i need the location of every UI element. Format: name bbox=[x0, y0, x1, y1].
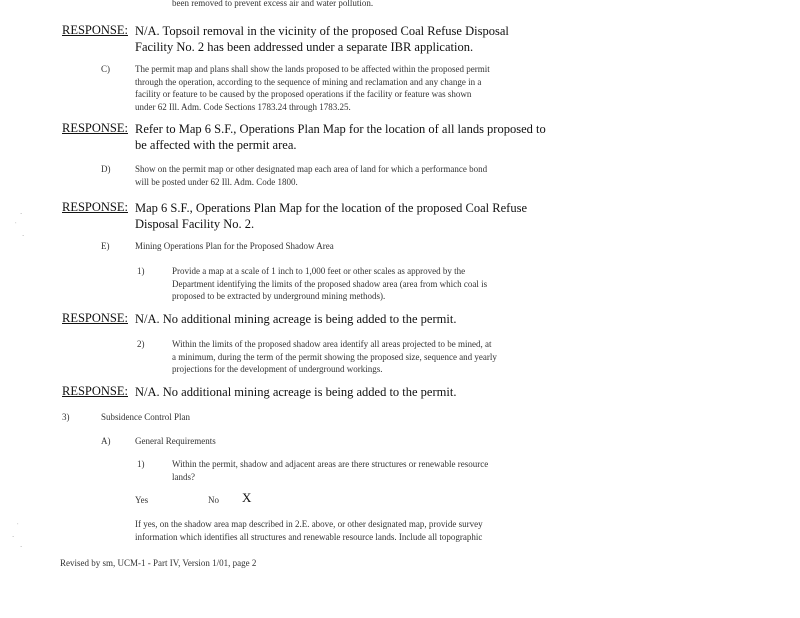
text-line: through the operation, according to the sequence of mining and reclamation and any change in a bbox=[135, 76, 482, 87]
text-line: facility or feature to be caused by the proposed operations if the facility or feature was shown bbox=[135, 89, 472, 99]
response-label: RESPONSE: bbox=[62, 200, 128, 214]
item-label-c: C) bbox=[101, 64, 110, 74]
item-text-d bbox=[135, 163, 487, 188]
scan-speck: · bbox=[20, 210, 23, 218]
text-line: information which identifies all structures and renewable resource lands. Include all topographic bbox=[135, 531, 483, 542]
yes-option-label: Yes bbox=[135, 495, 149, 505]
subitem-text-e2 bbox=[172, 338, 497, 376]
response-line: Map 6 S.F., Operations Plan Map for the location of the proposed Coal Refuse bbox=[135, 201, 527, 215]
response-line: Disposal Facility No. 2. bbox=[135, 217, 255, 231]
scan-speck: ˙ bbox=[16, 523, 20, 531]
if-yes-instruction bbox=[135, 518, 483, 543]
subitem-label-a1: 1) bbox=[137, 459, 145, 469]
subitem-label-e1: 1) bbox=[137, 266, 145, 276]
page-footer: Revised by sm, UCM-1 - Part IV, Version 1/01, page 2 bbox=[60, 558, 257, 568]
item-label-a: A) bbox=[101, 436, 111, 446]
item-text-a: General Requirements bbox=[135, 436, 216, 446]
text-line: Department identifying the limits of the proposed shadow area (area from which coal is bbox=[172, 278, 488, 289]
item-label-d: D) bbox=[101, 164, 111, 174]
section-title-3: Subsidence Control Plan bbox=[101, 412, 190, 422]
no-option-label: No bbox=[208, 495, 219, 505]
response-label: RESPONSE: bbox=[62, 121, 128, 135]
response-text-3 bbox=[135, 200, 527, 232]
subitem-text-e1 bbox=[172, 265, 487, 303]
text-line: will be posted under 62 Ill. Adm. Code 1800. bbox=[135, 176, 298, 187]
text-line: Within the permit, shadow and adjacent areas are there structures or renewable resource bbox=[172, 459, 489, 469]
response-text-5: N/A. No additional mining acreage is being added to the permit. bbox=[135, 385, 457, 399]
scan-speck: · bbox=[20, 543, 23, 551]
response-line: Refer to Map 6 S.F., Operations Plan Map for the location of all lands proposed to bbox=[135, 122, 546, 136]
subitem-label-e2: 2) bbox=[137, 339, 145, 349]
text-line: The permit map and plans shall show the lands proposed to be affected within the proposed permit bbox=[135, 64, 490, 74]
partial-text-line: been removed to prevent excess air and water pollution. bbox=[172, 0, 374, 8]
text-line: a minimum, during the term of the permit showing the proposed size, sequence and yearly bbox=[172, 351, 497, 362]
scan-speck: ˙ bbox=[14, 222, 18, 230]
text-line: under 62 Ill. Adm. Code Sections 1783.24 through 1783.25. bbox=[135, 101, 351, 112]
response-label: RESPONSE: bbox=[62, 311, 128, 325]
text-line: proposed to be extracted by underground mining methods). bbox=[172, 291, 386, 301]
section-label-3: 3) bbox=[62, 412, 70, 422]
item-text-c bbox=[135, 63, 490, 113]
text-line: If yes, on the shadow area map described in 2.E. above, or other designated map, provide survey bbox=[135, 519, 483, 529]
text-line: lands? bbox=[172, 471, 195, 482]
response-label: RESPONSE: bbox=[62, 23, 128, 37]
response-label: RESPONSE: bbox=[62, 384, 128, 398]
response-text-4: N/A. No additional mining acreage is being added to the permit. bbox=[135, 312, 457, 326]
response-line: N/A. Topsoil removal in the vicinity of the proposed Coal Refuse Disposal bbox=[135, 24, 509, 38]
no-checked-mark: X bbox=[242, 490, 252, 505]
item-label-e: E) bbox=[101, 241, 110, 251]
text-line: projections for the development of underground workings. bbox=[172, 364, 383, 374]
item-text-e: Mining Operations Plan for the Proposed Shadow Area bbox=[135, 241, 334, 251]
subitem-text-a1 bbox=[172, 458, 488, 483]
text-line: Within the limits of the proposed shadow area identify all areas projected to be mined, at bbox=[172, 339, 492, 349]
scan-speck: · bbox=[22, 232, 25, 240]
text-line: Show on the permit map or other designated map each area of land for which a performance bond bbox=[135, 164, 488, 174]
response-line: Facility No. 2 has been addressed under a separate IBR application. bbox=[135, 40, 474, 54]
response-line: be affected with the permit area. bbox=[135, 138, 297, 152]
scan-speck: · bbox=[12, 533, 15, 541]
response-text-2 bbox=[135, 121, 546, 153]
text-line: Provide a map at a scale of 1 inch to 1,000 feet or other scales as approved by the bbox=[172, 266, 466, 276]
response-text-1 bbox=[135, 23, 509, 55]
